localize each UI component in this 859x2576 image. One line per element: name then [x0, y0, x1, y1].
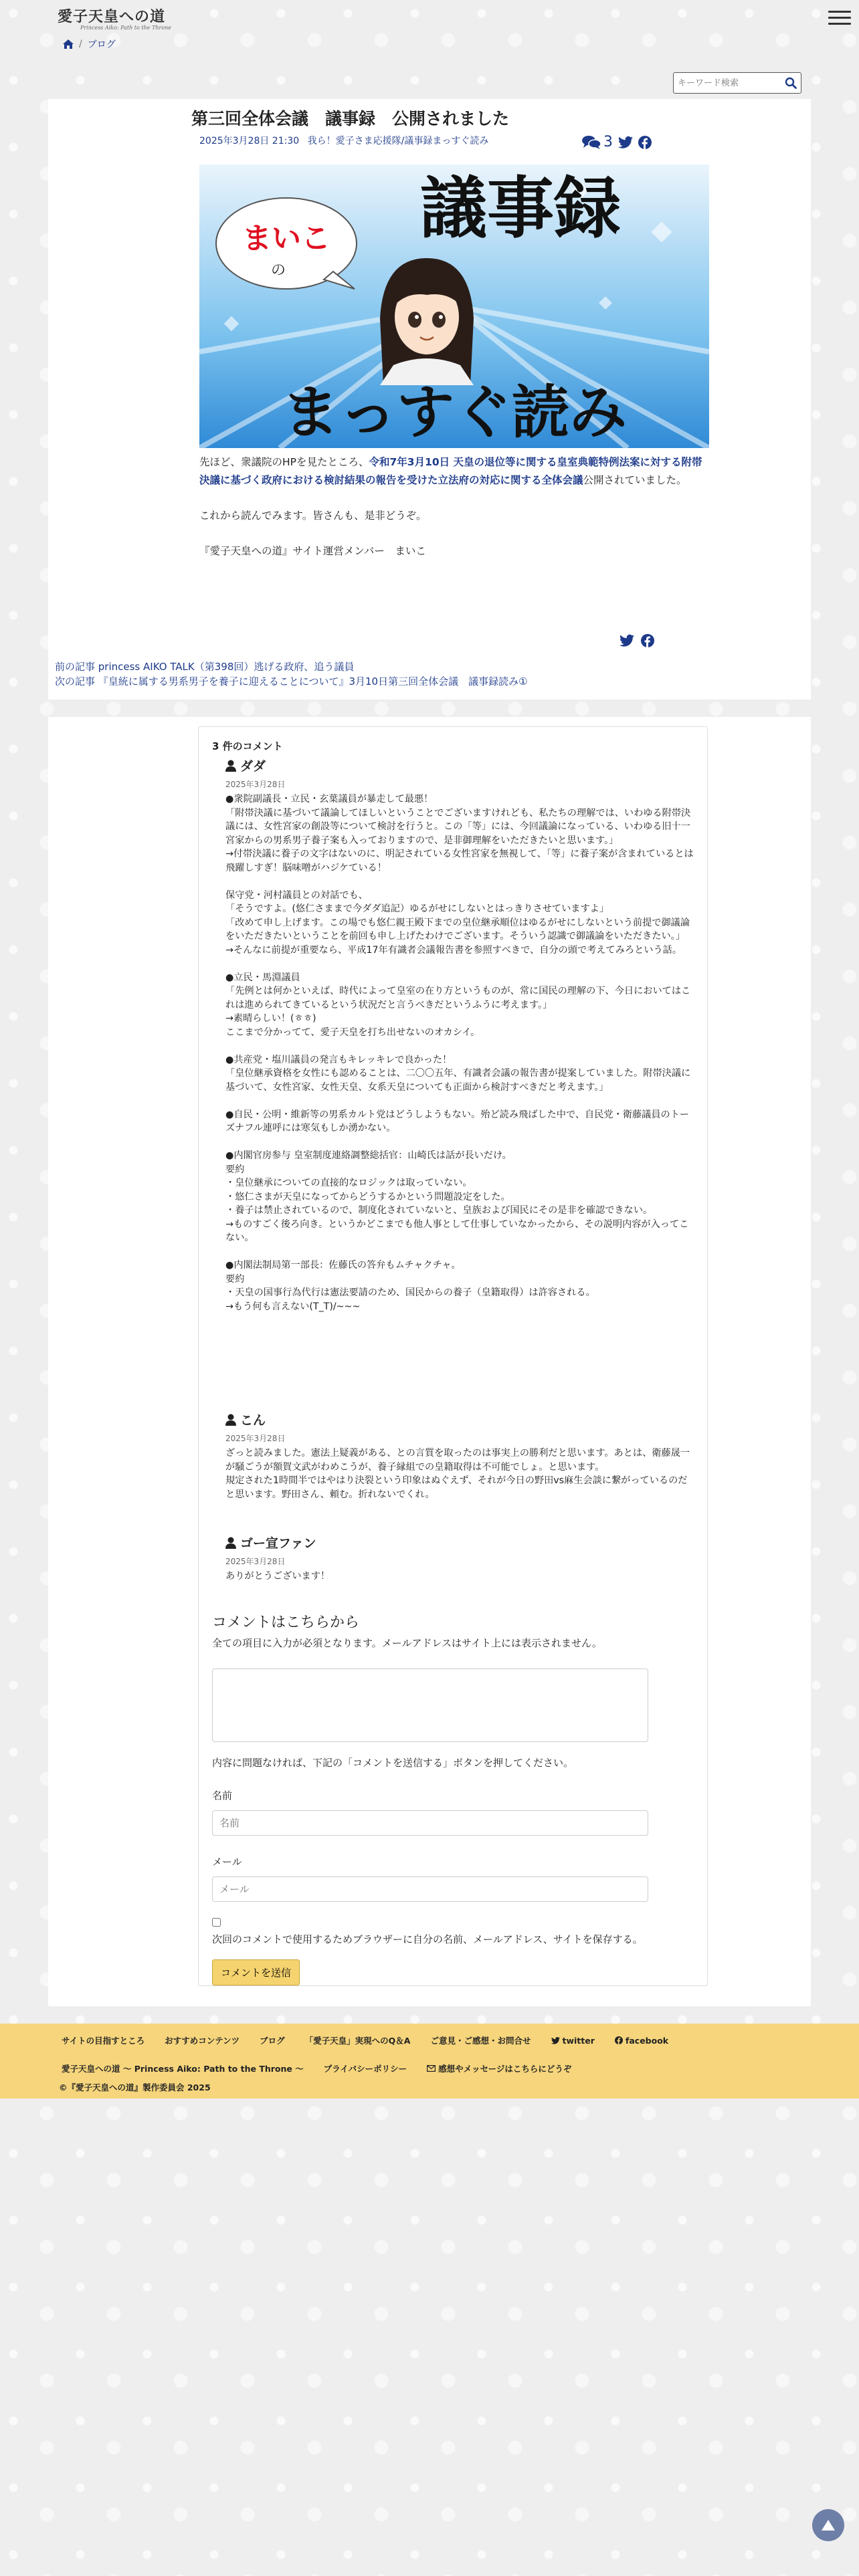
footer-links: [62, 2034, 797, 2074]
article-paragraph-1: [199, 453, 711, 490]
footer-link-label: facebook: [625, 2035, 669, 2046]
hero-character: [380, 258, 474, 385]
twitter-icon: [551, 2037, 560, 2044]
site-footer: [0, 2024, 859, 2099]
comment-date: 2025年3月28日: [225, 1557, 286, 1566]
paragraph-text: 公開されていました。: [583, 474, 687, 486]
user-icon: [225, 1414, 236, 1426]
share-bar-top: [582, 134, 652, 150]
article-category-link[interactable]: 我ら！愛子さま応援隊/議事録まっすぐ読み: [307, 136, 489, 146]
hero-badge: まいこ: [242, 221, 330, 255]
search-button[interactable]: [781, 73, 801, 93]
comment-textarea[interactable]: [212, 1669, 648, 1742]
next-post-link[interactable]: 次の記事 『皇統に属する男系男子を養子に迎えることについて』3月10日第三回全体会議 議事録読み①: [55, 675, 528, 687]
facebook-icon[interactable]: [641, 634, 654, 647]
comments-icon: [582, 135, 601, 150]
comment-author: [225, 756, 694, 774]
footer-link-label: 感想やメッセージはこちらにどうぞ: [438, 2064, 572, 2074]
footer-link-contact[interactable]: ご意見・ご感想・お問合せ: [430, 2036, 531, 2046]
search-input[interactable]: [674, 74, 781, 92]
menu-toggle-button[interactable]: [828, 8, 851, 28]
email-label: メール: [212, 1856, 242, 1868]
article-paragraph-2: これから読んでみます。皆さんも、是非どうぞ。: [199, 510, 427, 522]
logo-text: 愛子天皇への道: [58, 8, 166, 25]
name-label: 名前: [212, 1790, 233, 1802]
prev-post-link[interactable]: 前の記事 princess AIKO TALK（第398回）逃げる政府、追う議員: [55, 661, 355, 673]
hamburger-line: [828, 17, 851, 19]
share-bar-bottom: [619, 634, 654, 647]
comment-date: 2025年3月28日: [225, 780, 286, 789]
site-header: [0, 0, 859, 40]
post-navigation: [55, 659, 528, 689]
comment-submit-note: 内容に問題なければ、下記の「コメントを送信する」ボタンを押してください。: [212, 1757, 574, 1769]
article-minutes-link[interactable]: 令和7年3月10日 天皇の退位等に関する皇室典範特例法案に対する附帯決議に基づく政府における検討結果の報告を受けた立法府の対応に関する全体会議: [199, 456, 702, 486]
paragraph-text: 先ほど、衆議院のHPを見たところ、: [199, 456, 369, 468]
article-signature: 『愛子天皇への道』サイト運営メンバー まいこ: [199, 545, 426, 557]
envelope-icon: [427, 2065, 436, 2072]
comment-date: 2025年3月28日: [225, 1434, 286, 1443]
footer-link-recommended[interactable]: おすすめコンテンツ: [165, 2036, 240, 2046]
user-icon: [225, 1537, 236, 1549]
arrow-up-icon: [822, 2520, 835, 2531]
comments-heading: 3 件のコメント: [212, 740, 283, 752]
save-info-label: 次回のコメントで使用するためブラウザーに自分の名前、メールアドレス、サイトを保存する。: [212, 1933, 643, 1945]
breadcrumb-blog-link[interactable]: ブログ: [87, 39, 116, 50]
name-field[interactable]: [212, 1810, 648, 1836]
comment-form-heading: コメントはこちらから: [212, 1614, 360, 1631]
footer-copyright: ©『愛子天皇への道』製作委員会 2025: [59, 2082, 211, 2092]
comment-item: [225, 1533, 694, 1584]
hero-image: [199, 165, 709, 448]
footer-link-privacy[interactable]: プライバシーポリシー: [323, 2064, 407, 2074]
comments-card: [198, 726, 708, 1986]
comment-text: ●衆院副議長・立民・玄葉議員が暴走して最悪！ 「附帯決議に基づいて議論してほしいということでございますけれども、私たちの理解では、いわゆる附帯決議には、女性宮家の創設等について検討を行うと。この「等」には、今回議論になっている、いわゆる旧十一宮家からの男系男子養子案も入っておりますので、是非御理解をいただきたいと思います。」 →付帯決議に養子の文字はないのに、明記されている女性宮家を無視して、「等」に養子案が含まれているとは飛躍しすぎ！脳味噌がハジケている！ 保守党・河村議員との対話でも、 「そうですよ。(悠仁さままで今ダダ追記）ゆるがせにしないとはっきりさせていますよ」 「改めて申し上げます。この場でも悠仁親王殿下までの皇位継承順位はゆるがせにしないという前提で御議論をいただきたいということを前回も申し上げたわけでございます。そういう認識で御議論をいただきたい。」 →そんなに前提が重要なら、平成17年有識者会議報告書を参照すべきで、自分の頭で考えてみろという話。 ●立民・馬淵議員 「先例とは何かといえば、時代によって皇室の在り方というものが、常に国民の理解の下、今日においてはこれは進められてきているという状況だと言うべきだというふうに考えます。」 →素晴らしい！(ㅎㅎ) ここまで分かってて、愛子天皇を打ち出せないのオカシイ。 ●共産党・塩川議員の発言もキレッキレで良かった！ 「皇位継承資格を女性にも認めることは、二〇〇五年、有識者会議の報告書が提案していました。附帯決議に基づいて、女性宮家、女性天皇、女系天皇についても正面から検討すべきだと考えます。」 ●自民・公明・維新等の男系カルト党はどうしようもない。殆ど読み飛ばした中で、自民党・衛藤議員のトーズナフル連呼には寒気もしか湧かない。 ●内閣官房参与 皇室制度連絡調整総括官：山崎氏は話が長いだけ。 要約 ・皇位継承についての直接的なロジックは取っていない。 ・悠仁さまが天皇になってからどうするかという問題設定をした。 ・養子は禁止されているので、制度化されていないと、皇族および国民にその是非を確認できない。 →ものすごく後ろ向き。というかどこまでも他人事として仕事していなかったから、その説明内容が入ってこない。 ●内閣法制局第一部長：佐藤氏の答弁もムチャクチャ。 要約 ・天皇の国事行為代行は憲法要請のため、国民からの養子（皇籍取得）は許容される。 →もう何も言えない(T_T)/~~~: [225, 794, 694, 1312]
comment-item: [225, 756, 694, 1313]
comments-panel: [48, 717, 811, 2006]
article-title: 第三回全体会議 議事録 公開されました: [191, 109, 510, 128]
footer-link-message[interactable]: [427, 2062, 571, 2074]
article-body: [199, 453, 711, 578]
comment-author-name: ダダ: [240, 759, 266, 774]
comment-item: [225, 1410, 694, 1501]
comment-count-link[interactable]: [582, 134, 613, 150]
email-field[interactable]: [212, 1876, 648, 1902]
facebook-icon[interactable]: [638, 136, 652, 149]
scroll-to-top-button[interactable]: [812, 2509, 844, 2541]
comment-author: [225, 1410, 694, 1428]
hamburger-line: [828, 11, 851, 13]
hero-title-bottom: まっすぐ読み: [282, 379, 627, 446]
save-info-row: [212, 1915, 648, 1947]
submit-comment-button[interactable]: コメントを送信: [212, 1959, 300, 1985]
logo-subtitle: Princess Aiko: Path to the Throne: [80, 25, 171, 31]
site-logo[interactable]: [58, 5, 171, 32]
article-meta: [199, 134, 488, 147]
home-icon[interactable]: [63, 39, 74, 49]
facebook-icon: [615, 2036, 623, 2044]
user-icon: [225, 760, 236, 772]
footer-link-about[interactable]: サイトの目指すところ: [62, 2036, 145, 2046]
hamburger-line: [828, 23, 851, 25]
footer-link-twitter[interactable]: [551, 2034, 595, 2046]
breadcrumb-separator: /: [79, 39, 82, 49]
hero-title-top: 議事録: [420, 169, 621, 247]
twitter-icon[interactable]: [618, 136, 633, 149]
twitter-icon[interactable]: [619, 634, 634, 647]
comment-author: [225, 1533, 694, 1551]
article-panel: [48, 99, 811, 700]
comment-author-name: ゴー宣ファン: [240, 1536, 316, 1551]
hero-badge-sub: の: [270, 262, 286, 279]
comment-text: ありがとうございます！: [225, 1571, 330, 1582]
article-date: 2025年3月28日 21:30: [199, 136, 300, 146]
search-form: [673, 72, 801, 94]
footer-link-facebook[interactable]: [615, 2034, 668, 2046]
breadcrumb: [63, 37, 116, 51]
comment-count: 3: [603, 134, 613, 150]
search-icon: [785, 77, 797, 89]
comment-form: [212, 1611, 694, 1985]
comment-text: ざっと読みました。憲法上疑義がある、との言質を取ったのは事実上の勝利だと思います。あとは、衛藤晟一が騒ごうが額賀文武がわめこうが、養子縁組での皇籍取得は不可能でしょ。と思います。 規定された1時間半ではやはり決裂という印象はぬぐえず、それが今日の野田vs麻生会談に繋がっているのだと思います。野田さん、頼む。折れないでくれ。: [225, 1448, 690, 1500]
footer-link-blog[interactable]: ブログ: [260, 2036, 285, 2046]
footer-link-home[interactable]: 愛子天皇への道 〜 Princess Aiko: Path to the Throne 〜: [62, 2064, 304, 2074]
footer-link-qa[interactable]: 「愛子天皇」実現へのQ＆A: [304, 2036, 411, 2046]
comment-form-note: 全ての項目に入力が必須となります。メールアドレスはサイト上には表示されません。: [212, 1637, 602, 1649]
save-info-checkbox[interactable]: [212, 1918, 221, 1927]
footer-link-label: twitter: [562, 2035, 595, 2046]
comment-author-name: こん: [240, 1413, 266, 1428]
